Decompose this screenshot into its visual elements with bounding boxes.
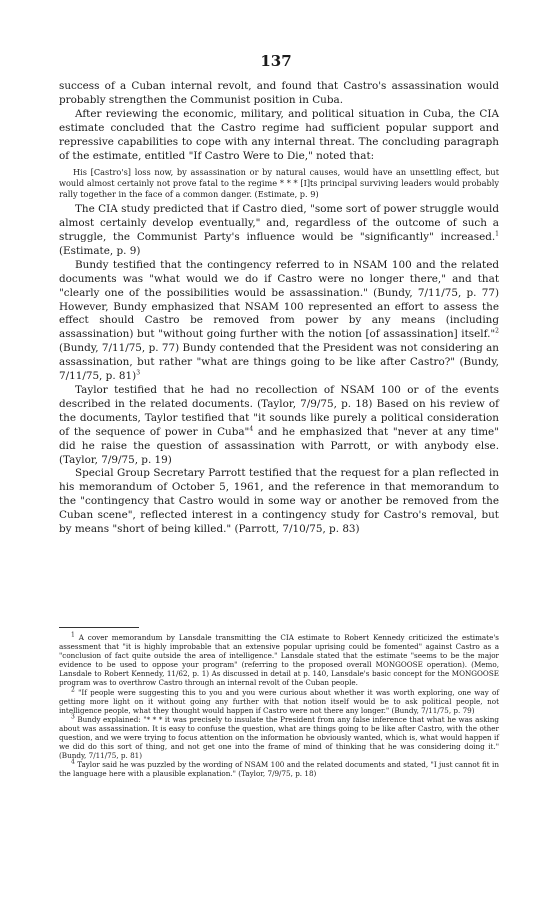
footnote-mark: 3	[71, 713, 75, 721]
footnote-divider	[59, 627, 139, 628]
paragraph-text: (Estimate, p. 9)	[59, 244, 141, 257]
footnote-mark: 2	[495, 327, 499, 335]
paragraph: Special Group Secretary Parrott testified that the request for a plan reflected in his memorandum of October 5, 1961, and the reference in that memorandum to the "contingency that Castro would in some way or another be removed from the Cuban scene", reflected interest in a contingency study for Castro's removal, but by means "short of being killed." (Parrott, 7/10/75, p. 83)	[59, 467, 499, 536]
footnote-text: A cover memorandum by Lansdale transmitting the CIA estimate to Robert Kennedy criticized the estimate's assessment that "it is highly improbable that an extensive popular uprising could be fomented" against Castro as a "conclusion of fact quite outside the area of intelligence." Lansdale stated that the estimate "seems to be the major evidence to be used to oppose your program" (referring to the proposed overall MONGOOSE operation). (Memo, Lansdale to Robert Kennedy, 11/62, p. 1) As discussed in detail at p. 140, Lansdale's basic concept for the MONGOOSE program was to overthrow Castro through an internal revolt of the Cuban people.	[59, 633, 499, 688]
footnote	[59, 633, 499, 688]
paragraph	[59, 203, 499, 259]
paragraph-text: The CIA study predicted that if Castro died, "some sort of power struggle would almost certainly develop eventually," and, regardless of the outcome of such a struggle, the Communist Party's influence would be "significantly" increased.	[59, 203, 499, 244]
footnote-mark: 3	[136, 369, 141, 377]
block-quote: His [Castro's] loss now, by assassination or by natural causes, would have an unsettling effect, but would almost certainly not prove fatal to the regime * * * [I]ts principal surviving leaders would probably rally together in the face of a common danger. (Estimate, p. 9)	[59, 167, 499, 199]
footnote-mark: 1	[71, 631, 75, 639]
main-text	[59, 80, 499, 537]
footnote-text: Taylor said he was puzzled by the wording of NSAM 100 and the related documents and stated, "I just cannot fit in the language here with a plausible explanation." (Taylor, 7/9/75, p. 18)	[59, 760, 499, 779]
footnote-text: "If people were suggesting this to you and you were curious about whether it was worth exploring, one way of getting more light on it without going any further with that notion itself would be to ask political people, not intelligence people, what they thought would happen if Castro were not there any longer." (Bundy, 7/11/75, p. 79)	[59, 687, 499, 715]
footnote-mark: 2	[71, 686, 75, 694]
footnote-mark: 1	[495, 230, 499, 238]
paragraph	[59, 384, 499, 467]
footnote-mark: 4	[71, 758, 75, 766]
paragraph: After reviewing the economic, military, and political situation in Cuba, the CIA estimate concluded that the Castro regime had sufficient popular support and repressive capabilities to cope with any internal threat. The concluding paragraph of the estimate, entitled "If Castro Were to Die," noted that:	[59, 107, 499, 162]
paragraph-text: Bundy testified that the contingency referred to in NSAM 100 and the related documents was "what would we do if Castro were no longer there," and that "clearly one of the possibilities would be assassination." (Bundy, 7/11/75, p. 77) However, Bundy emphasized that NSAM 100 represented an effort to assess the effect should Castro be removed from power by any means (including assassination) but "without going further with the notion [of assassination] itself."	[59, 258, 499, 341]
paragraph-text: and he emphasized that "never at any time" did he raise the question of assassination with Parrott, or with anybody else. (Taylor, 7/9/75, p. 19)	[59, 425, 499, 466]
paragraph: success of a Cuban internal revolt, and found that Castro's assassination would probably strengthen the Communist position in Cuba.	[59, 80, 499, 106]
footnotes	[59, 627, 499, 779]
footnote-text: Bundy explained: "* * * it was precisely to insulate the President from any false inference that what he was asking about was assassination. It is easy to confuse the question, what are things going to be like after Castro, with the other question, and we were trying to focus attention on the information he obviously wanted, which is, what would happen if we did do this sort of thing, and not get one into the frame of mind of thinking that he was considering doing it." (Bundy, 7/11/75, p. 81)	[59, 714, 499, 761]
footnote-mark: 4	[249, 425, 254, 433]
paragraph-text: (Bundy, 7/11/75, p. 77) Bundy contended that the President was not considering an assassination, but rather "what are things going to be like after Castro?" (Bundy, 7/11/75, p. 81)	[59, 342, 499, 383]
footnote	[59, 688, 499, 715]
footnote	[59, 715, 499, 760]
paragraph-text: Taylor testified that he had no recollection of NSAM 100 or of the events described in the related documents. (Taylor, 7/9/75, p. 18) Based on his review of the documents, Taylor testified that "it sounds like purely a political consideration of the sequence of power in Cuba"	[59, 384, 499, 438]
footnote	[59, 760, 499, 778]
page-number: 137	[260, 52, 292, 70]
paragraph	[59, 259, 499, 384]
